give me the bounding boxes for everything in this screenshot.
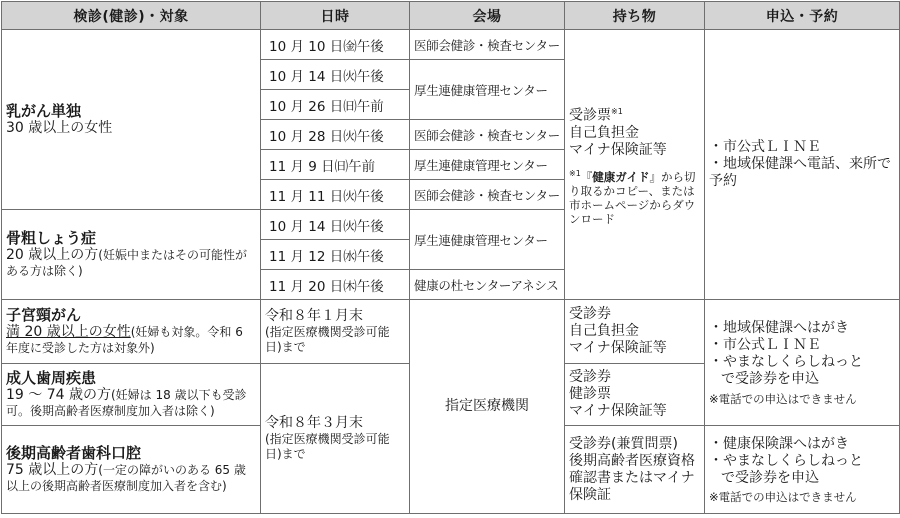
items-g1-note-bold: 健康ガイド <box>592 169 650 184</box>
cervical-target-cell <box>2 300 261 364</box>
apply-g3-note: ※電話での申込はできません <box>709 489 857 504</box>
venue-kouseiren-3: 厚生連健康管理センター <box>410 210 565 270</box>
items-g1-line3: マイナ保険証等 <box>569 141 667 158</box>
table-row <box>2 300 900 364</box>
elderly-date-note: (指定医療機関受診可能日)まで <box>265 432 390 461</box>
screening-schedule-table <box>1 1 900 514</box>
breast-target: 30 歳以上の女性 <box>6 120 113 136</box>
elderly-date-main: 令和８年３月末 <box>265 415 363 431</box>
apply-g2-note: ※電話での申込はできません <box>709 391 857 406</box>
apply-group3-cell <box>705 426 900 514</box>
venue-ishikai-3: 医師会健診・検査センター <box>410 180 565 210</box>
cervical-target-note: (妊婦も対象。令和 6 年度に受診した方は対象外) <box>6 325 243 355</box>
elderly-target-note: (一定の障がいのある 65 歳以上の後期高齢者医療制度加入者を含む) <box>6 463 246 493</box>
periodontal-target-note: (妊婦は 18 歳以下も受診可。後期高齢者医療制度加入者は除く) <box>6 388 247 418</box>
elderly-date-cell <box>261 364 410 514</box>
breast-target-cell <box>2 30 261 210</box>
elderly-target-cell <box>2 426 261 514</box>
table-row <box>2 30 900 60</box>
periodontal-target-cell <box>2 364 261 426</box>
header-datetime: 日時 <box>261 2 410 30</box>
apply-group2-cell <box>705 300 900 426</box>
header-apply: 申込・予約 <box>705 2 900 30</box>
cervical-item-2: 自己負担金 <box>569 323 639 339</box>
venue-ishikai-2: 医師会健診・検査センター <box>410 120 565 150</box>
items-g1-note-pre: 『 <box>580 169 593 184</box>
cervical-item-3: マイナ保険証等 <box>569 340 667 356</box>
apply-g3-item2a: ・やまなしくらしねっと <box>709 452 863 469</box>
bone-target-cell <box>2 210 261 300</box>
apply-g3-item1: ・健康保険課へはがき <box>709 435 849 452</box>
items-g1-note-post: 』から切り取るかコピー、または市ホームページからダウンロード <box>569 169 696 226</box>
apply-g2-item1: ・地域保健課へはがき <box>709 319 849 336</box>
apply-g2-item2: ・市公式ＬＩＮＥ <box>709 336 821 353</box>
items-g1-note-mark: ※1 <box>569 168 581 178</box>
cervical-date-main: 令和８年１月末 <box>265 308 363 324</box>
header-target: 検診(健診)・対象 <box>2 2 261 30</box>
bone-date-1: 10 月 14 日㈫午後 <box>261 210 410 240</box>
elderly-title: 後期高齢者歯科口腔 <box>6 444 142 462</box>
elderly-items-cell <box>565 426 705 514</box>
bone-date-2: 11 月 12 日㈬午後 <box>261 240 410 270</box>
items-group1-cell <box>565 30 705 300</box>
elderly-target-main: 75 歳以上の方 <box>6 462 99 478</box>
periodontal-item-2: 健診票 <box>569 386 611 402</box>
breast-title: 乳がん単独 <box>6 102 82 120</box>
apply-g2-item3a: ・やまなしくらしねっと <box>709 353 863 370</box>
venue-kenko-mori: 健康の杜センターアネシス <box>410 270 565 300</box>
apply-group1-cell <box>705 30 900 300</box>
header-items: 持ち物 <box>565 2 705 30</box>
items-g1-sup: ※1 <box>611 107 623 117</box>
cervical-date-note: (指定医療機関受診可能日)まで <box>265 325 390 354</box>
periodontal-title: 成人歯周疾患 <box>6 369 97 387</box>
venue-ishikai-1: 医師会健診・検査センター <box>410 30 565 60</box>
periodontal-items-cell <box>565 364 705 426</box>
breast-date-2: 10 月 14 日㈫午後 <box>261 60 410 90</box>
breast-date-6: 11 月 11 日㈫午後 <box>261 180 410 210</box>
bone-title: 骨粗しょう症 <box>6 229 97 247</box>
breast-date-4: 10 月 28 日㈫午後 <box>261 120 410 150</box>
periodontal-item-3: マイナ保険証等 <box>569 403 667 419</box>
breast-date-3: 10 月 26 日㈰午前 <box>261 90 410 120</box>
elderly-item-1: 受診券(兼質問票) <box>569 435 678 452</box>
breast-date-5: 11 月 9 日㈰午前 <box>261 150 410 180</box>
periodontal-target-main: 19 ～ 74 歳の方 <box>6 387 111 403</box>
venue-kouseiren-2: 厚生連健康管理センター <box>410 150 565 180</box>
breast-date-1: 10 月 10 日㈮午後 <box>261 30 410 60</box>
venue-designated: 指定医療機関 <box>410 300 565 514</box>
apply-g1-item2: ・地域保健課へ電話、来所で予約 <box>709 156 891 189</box>
cervical-title: 子宮頸がん <box>6 306 82 324</box>
items-g1-line1: 受診票 <box>569 107 611 124</box>
apply-g1-item1: ・市公式ＬＩＮＥ <box>709 139 821 155</box>
periodontal-item-1: 受診券 <box>569 369 611 385</box>
apply-g3-item2b: で受診券を申込 <box>721 469 819 486</box>
apply-g2-item3b: で受診券を申込 <box>721 370 819 387</box>
cervical-target-main: 満 20 歳以上の女性 <box>6 324 131 340</box>
bone-target-note: (妊娠中またはその可能性がある方は除く) <box>6 248 247 278</box>
bone-date-3: 11 月 20 日㈭午後 <box>261 270 410 300</box>
header-venue: 会場 <box>410 2 565 30</box>
bone-target-main: 20 歳以上の方 <box>6 247 99 263</box>
cervical-items-cell <box>565 300 705 364</box>
venue-kouseiren-1: 厚生連健康管理センター <box>410 60 565 120</box>
elderly-item-2: 後期高齢者医療資格確認書またはマイナ保険証 <box>569 452 695 503</box>
cervical-item-1: 受診券 <box>569 306 611 322</box>
items-g1-line2: 自己負担金 <box>569 124 639 141</box>
header-row <box>2 2 900 30</box>
cervical-date-cell <box>261 300 410 364</box>
